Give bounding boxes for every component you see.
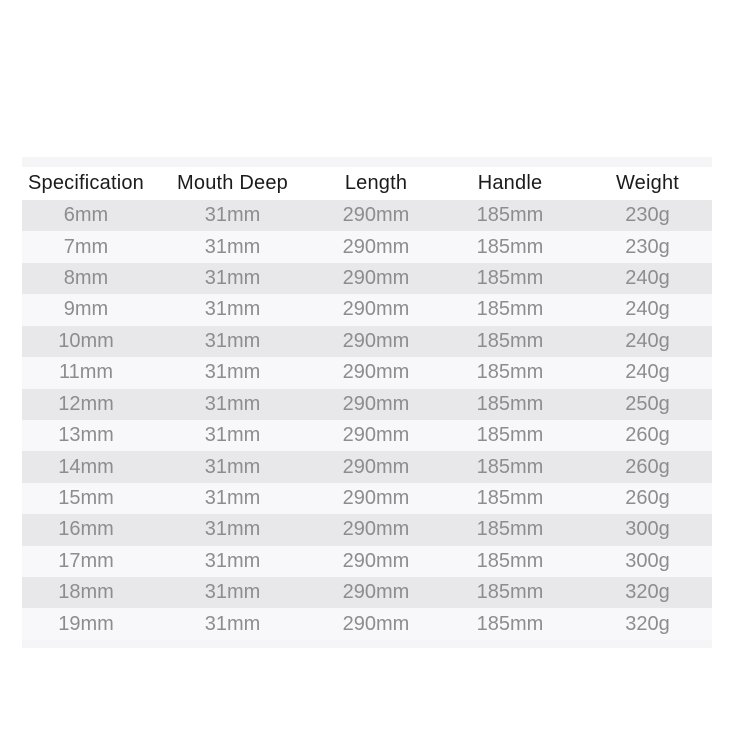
cell-handle: 185mm [476, 392, 544, 415]
cell-specification: 9mm [63, 298, 109, 321]
cell-handle: 185mm [476, 204, 544, 227]
cell-handle: 185mm [476, 455, 544, 478]
cell-weight: 240g [625, 298, 670, 321]
column-header-mouth-deep: Mouth Deep [177, 172, 288, 194]
cell-length: 290mm [342, 487, 410, 509]
table-row [22, 577, 712, 608]
cell-weight: 300g [625, 518, 670, 541]
table-row [22, 483, 712, 514]
cell-weight: 240g [625, 267, 670, 290]
table-row [22, 514, 712, 545]
column-header-length: Length [344, 172, 408, 194]
cell-handle: 185mm [476, 298, 544, 321]
cell-handle: 185mm [476, 361, 544, 384]
cell-mouth-deep: 31mm [204, 392, 261, 415]
cell-length: 290mm [342, 455, 410, 478]
cell-weight: 240g [625, 329, 670, 352]
cell-weight: 260g [625, 424, 670, 447]
cell-specification: 18mm [58, 581, 114, 604]
cell-mouth-deep: 31mm [204, 329, 261, 352]
cell-handle: 185mm [476, 518, 544, 541]
cell-weight: 250g [625, 392, 670, 415]
cell-handle: 185mm [476, 424, 544, 447]
table-row [22, 357, 712, 388]
cell-handle: 185mm [476, 581, 544, 604]
cell-length: 290mm [342, 549, 410, 572]
specification-table [22, 157, 712, 648]
cell-mouth-deep: 31mm [204, 361, 261, 384]
cell-specification: 14mm [58, 455, 114, 478]
cell-weight: 240g [625, 361, 670, 384]
table-row [22, 389, 712, 420]
table-row [22, 420, 712, 451]
cell-length: 290mm [342, 204, 410, 227]
cell-specification: 12mm [58, 392, 114, 415]
cell-mouth-deep: 31mm [204, 424, 261, 447]
cell-length: 290mm [342, 298, 410, 321]
cell-specification: 10mm [58, 329, 114, 352]
table-row [22, 263, 712, 294]
cell-handle: 185mm [476, 612, 544, 635]
cell-length: 290mm [342, 361, 410, 384]
cell-weight: 260g [625, 455, 670, 478]
cell-length: 290mm [342, 424, 410, 447]
cell-length: 290mm [342, 235, 410, 258]
cell-specification: 8mm [63, 267, 109, 290]
cell-mouth-deep: 31mm [204, 549, 261, 572]
cell-weight: 300g [625, 549, 670, 572]
cell-length: 290mm [342, 329, 410, 352]
cell-handle: 185mm [476, 329, 544, 352]
table-row [22, 546, 712, 577]
column-header-handle: Handle [477, 172, 543, 194]
cell-length: 290mm [342, 267, 410, 290]
cell-specification: 6mm [63, 204, 109, 227]
cell-weight: 260g [625, 487, 670, 509]
table-row [22, 294, 712, 325]
table-top-edge [22, 157, 712, 167]
cell-specification: 16mm [58, 518, 114, 541]
cell-weight: 320g [625, 612, 670, 635]
cell-specification: 17mm [58, 549, 114, 572]
table-header-row [22, 167, 712, 200]
cell-weight: 230g [625, 204, 670, 227]
table-row [22, 200, 712, 231]
cell-weight: 320g [625, 581, 670, 604]
table-row [22, 326, 712, 357]
cell-handle: 185mm [476, 235, 544, 258]
cell-handle: 185mm [476, 487, 544, 509]
cell-specification: 19mm [58, 612, 114, 635]
cell-length: 290mm [342, 392, 410, 415]
table-row [22, 451, 712, 482]
cell-mouth-deep: 31mm [204, 518, 261, 541]
cell-handle: 185mm [476, 267, 544, 290]
cell-mouth-deep: 31mm [204, 267, 261, 290]
cell-handle: 185mm [476, 549, 544, 572]
cell-specification: 15mm [58, 487, 114, 509]
table-row [22, 608, 712, 639]
column-header-weight: Weight [615, 172, 680, 194]
table-bottom-edge [22, 640, 712, 648]
cell-length: 290mm [342, 612, 410, 635]
cell-specification: 11mm [58, 361, 114, 384]
cell-mouth-deep: 31mm [204, 235, 261, 258]
cell-length: 290mm [342, 581, 410, 604]
cell-specification: 13mm [58, 424, 114, 447]
cell-specification: 7mm [63, 235, 109, 258]
cell-mouth-deep: 31mm [204, 612, 261, 635]
cell-mouth-deep: 31mm [204, 204, 261, 227]
cell-mouth-deep: 31mm [204, 581, 261, 604]
cell-weight: 230g [625, 235, 670, 258]
column-header-specification: Specification [28, 172, 144, 194]
cell-mouth-deep: 31mm [204, 455, 261, 478]
cell-mouth-deep: 31mm [204, 487, 261, 509]
table-row [22, 231, 712, 262]
cell-length: 290mm [342, 518, 410, 541]
cell-mouth-deep: 31mm [204, 298, 261, 321]
